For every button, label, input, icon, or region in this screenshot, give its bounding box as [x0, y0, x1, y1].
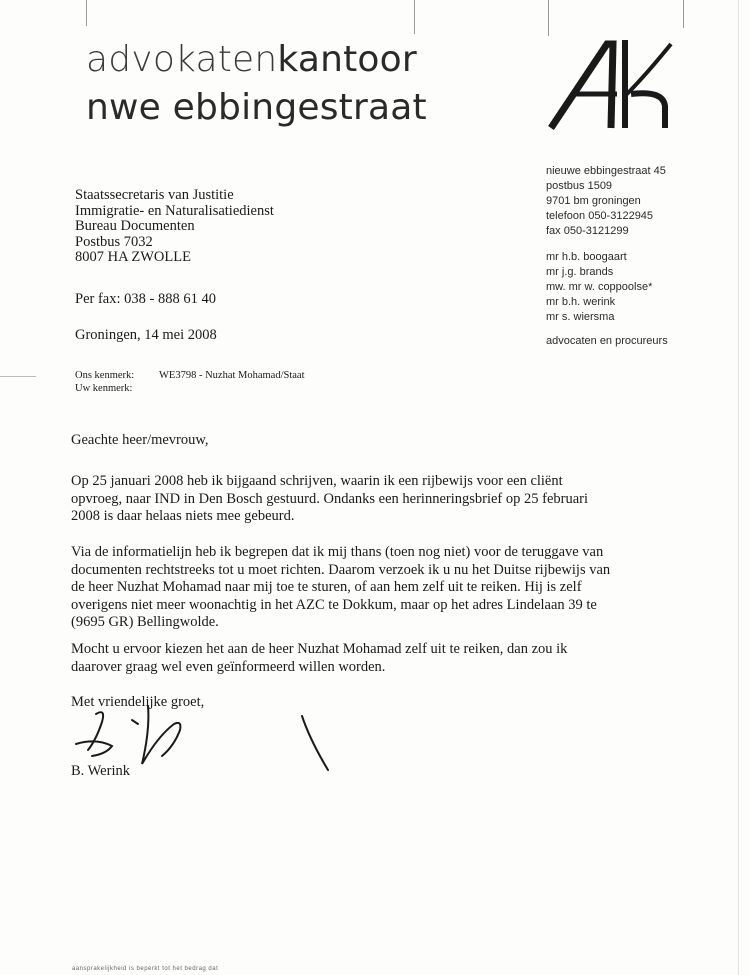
- paragraph-line: overigens niet meer woonachtig in het AZC te Dokkum, maar op het adres Lindelaan 39 te: [71, 596, 597, 613]
- scan-mark: [683, 0, 684, 28]
- firm-address-line: 9701 bm groningen: [546, 195, 641, 207]
- recipient-address: [75, 188, 274, 266]
- footer-note: aansprakelijkheid is beperkt tot het bedrag dat: [72, 966, 219, 972]
- paragraph-line: opvroeg, naar IND in Den Bosch gestuurd. Ondanks een herinneringsbrief op 25 februari: [71, 490, 589, 507]
- recipient-line: Bureau Documenten: [75, 218, 195, 234]
- lawyer-list: [546, 250, 652, 325]
- firm-name-line2: nwe ebbingestraat: [86, 87, 427, 128]
- ons-kenmerk-value: WE3798 - Nuzhat Mohamad/Staat: [159, 370, 305, 381]
- scan-mark: [86, 0, 87, 26]
- recipient-line: Staatssecretaris van Justitie: [75, 187, 234, 203]
- paragraph-1: [71, 473, 671, 526]
- place-date: Groningen, 14 mei 2008: [75, 327, 217, 343]
- paragraph-line: documenten rechtstreeks tot u moet richten. Daarom verzoek ik u nu het Duitse rijbewijs van: [71, 561, 611, 578]
- reference-block: [75, 369, 305, 395]
- firm-address-line: nieuwe ebbingestraat 45: [546, 165, 666, 177]
- logo-text: AK: [545, 36, 547, 37]
- firm-logo: [545, 36, 685, 132]
- firm-tagline: advocaten en procureurs: [546, 335, 668, 347]
- paragraph-line: 2008 is daar helaas niets mee gebeurd.: [71, 508, 295, 524]
- paragraph-line: (9695 GR) Bellingwolde.: [71, 614, 219, 630]
- lawyer-name: mr b.h. werink: [546, 296, 616, 308]
- paragraph-line: daarover graag wel even geïnformeerd willen worden.: [71, 658, 386, 675]
- paragraph-line: Op 25 januari 2008 heb ik bijgaand schrijven, waarin ik een rijbewijs voor een cliënt: [71, 473, 563, 489]
- firm-fax: fax 050-3121299: [546, 225, 629, 237]
- firm-name-bold: kantoor: [277, 39, 417, 80]
- scan-mark: [0, 376, 36, 377]
- paragraph-2: [71, 544, 671, 632]
- lawyer-name: mr h.b. boogaart: [546, 251, 627, 263]
- firm-address-line: postbus 1509: [546, 180, 613, 192]
- recipient-line: Immigratie- en Naturalisatiedienst: [75, 202, 274, 219]
- salutation: Geachte heer/mevrouw,: [71, 432, 209, 448]
- paragraph-line: Mocht u ervoor kiezen het aan de heer Nuzhat Mohamad zelf uit te reiken, dan zou ik: [71, 641, 568, 657]
- uw-kenmerk-label: Uw kenmerk:: [75, 383, 133, 394]
- signer-name: B. Werink: [71, 763, 130, 779]
- paragraph-3: [71, 641, 671, 676]
- firm-phone: telefoon 050-3122945: [546, 210, 654, 222]
- paragraph-line: Via de informatielijn heb ik begrepen dat ik mij thans (toen nog niet) voor de teruggave van: [71, 544, 604, 560]
- scan-mark: [738, 0, 739, 975]
- ons-kenmerk-label: Ons kenmerk:: [75, 370, 135, 381]
- recipient-line: 8007 HA ZWOLLE: [75, 249, 191, 265]
- firm-name-line1: [86, 40, 417, 80]
- scan-mark: [414, 0, 415, 34]
- scan-mark: [548, 0, 549, 36]
- firm-name-light: advokaten: [86, 39, 278, 80]
- closing: Met vriendelijke groet,: [71, 694, 205, 710]
- recipient-line: Postbus 7032: [75, 233, 153, 250]
- lawyer-name: mw. mr w. coppoolse*: [546, 281, 653, 293]
- paragraph-line: de heer Nuzhat Mohamad naar mij toe te sturen, of aan hem zelf uit te reiken. Hij is zelf: [71, 579, 582, 595]
- lawyer-name: mr s. wiersma: [546, 311, 615, 323]
- fax-number: Per fax: 038 - 888 61 40: [75, 291, 216, 307]
- lawyer-name: mr j.g. brands: [546, 266, 614, 278]
- firm-address: [546, 164, 666, 239]
